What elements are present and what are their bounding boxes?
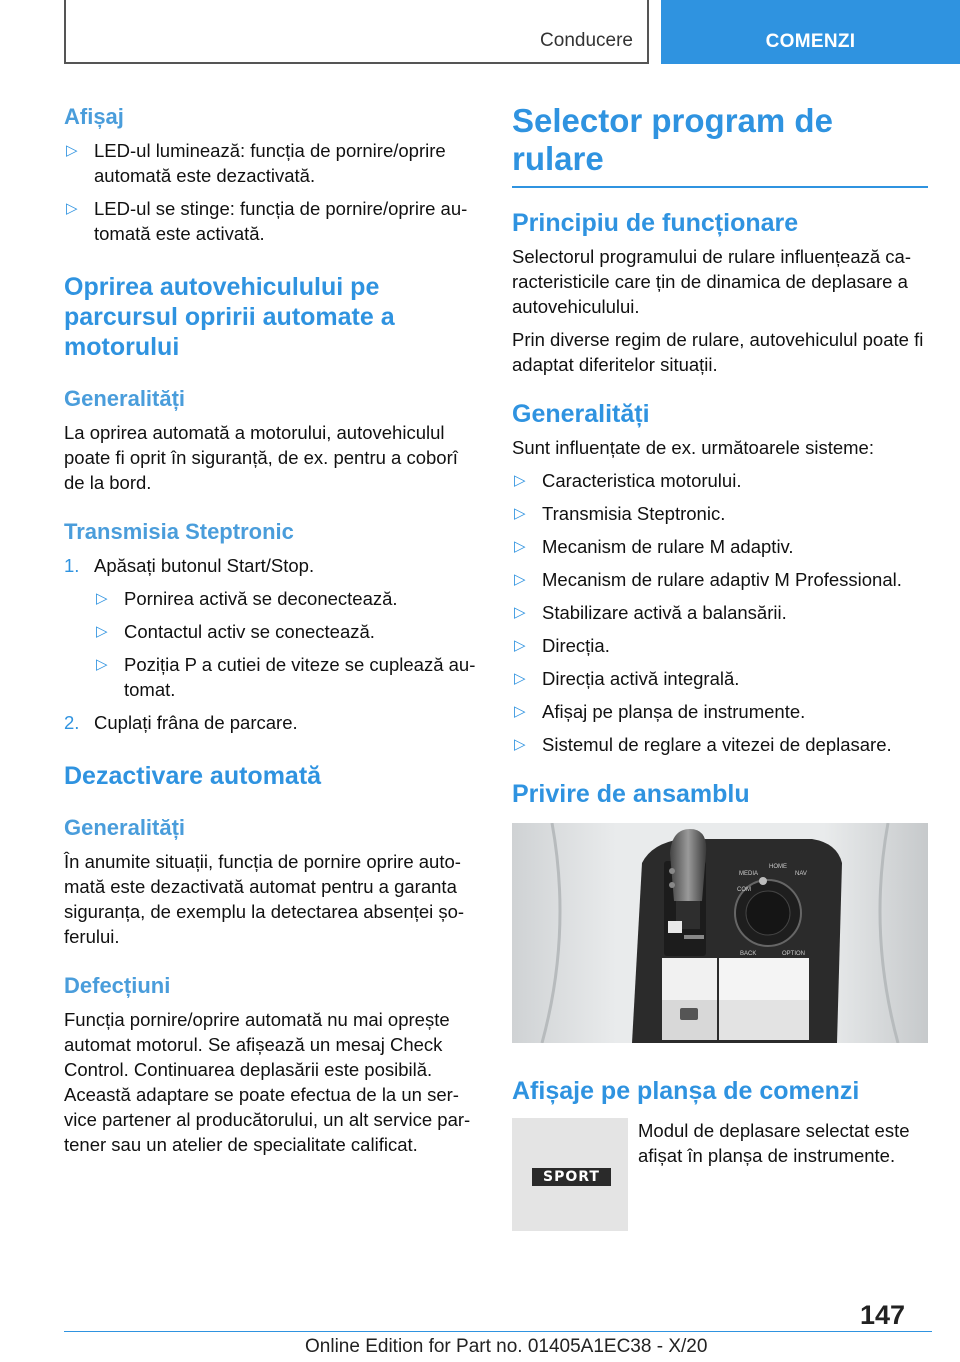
afisaj-list — [64, 138, 476, 246]
triangle-right-icon: ▷ — [66, 142, 78, 159]
sport-mode-badge: SPORT — [532, 1168, 611, 1186]
list-item: ▷ Mecanism de rulare M adaptiv. — [514, 536, 794, 557]
step-item — [64, 710, 476, 735]
afisaje-heading: Afișaje pe planșa de comenzi — [512, 1077, 860, 1105]
page-number: 147 — [860, 1300, 906, 1330]
step-sublist — [94, 586, 476, 702]
generalitati-intro: Sunt influențate de ex. următoarele sisteme: — [512, 437, 874, 458]
principiu-text-2: Prin diverse regim de rulare, autovehiculul poate fi adaptat diferitelor situații. — [512, 329, 924, 375]
triangle-right-icon: ▷ — [514, 472, 526, 489]
header-chapter-label: COMENZI — [765, 31, 856, 52]
list-item: ▷ Direcția activă integrală. — [514, 668, 740, 689]
triangle-right-icon: ▷ — [96, 590, 108, 607]
list-item: ▷ LED-ul se stinge: funcția de pornire/oprire automată este activată. — [66, 198, 468, 244]
console-label-back: BACK — [740, 951, 757, 957]
triangle-right-icon: ▷ — [66, 200, 78, 217]
triangle-right-icon: ▷ — [514, 670, 526, 687]
triangle-right-icon: ▷ — [514, 703, 526, 720]
selector-heading: Selector program de rulare — [512, 102, 928, 188]
cluster-display-image — [512, 1118, 628, 1231]
step-number: 1. — [64, 555, 80, 576]
oprirea-heading: Oprirea autovehiculului pe parcursul opririi automate a motorului — [64, 273, 395, 361]
triangle-right-icon: ▷ — [96, 656, 108, 673]
triangle-right-icon: ▷ — [514, 604, 526, 621]
dezactivare-generalitati-text: În anumite situații, funcția de pornire oprire automată este dezactivată automat pentru a garanta siguranța, de exemplu la detectarea absenței șoferului. — [64, 851, 465, 947]
console-label-home: HOME — [769, 864, 787, 870]
triangle-right-icon: ▷ — [514, 538, 526, 555]
systems-list — [512, 468, 928, 757]
step-item — [64, 553, 476, 702]
console-photo — [512, 823, 928, 1043]
oprirea-generalitati-heading: Generalități — [64, 386, 186, 411]
list-item: ▷ Poziția P a cutiei de viteze se cuplează automat. — [96, 654, 476, 700]
header-section-label: Conducere — [540, 30, 633, 51]
dezactivare-heading: Dezactivare automată — [64, 762, 322, 790]
step-text: Cuplați frâna de parcare. — [94, 712, 298, 733]
triangle-right-icon: ▷ — [514, 736, 526, 753]
footer-divider — [64, 1331, 932, 1332]
generalitati-heading: Generalități — [512, 400, 650, 428]
right-column — [512, 102, 928, 1231]
principiu-text-1: Selectorul programului de rulare influențează caracteristicile care țin de dinamica de deplasare a autovehiculului. — [512, 246, 912, 317]
console-label-com: COM — [737, 887, 751, 893]
principiu-heading: Principiu de funcționare — [512, 209, 799, 237]
header-section-tab — [64, 0, 649, 64]
list-item: ▷ Mecanism de rulare adaptiv M Professional. — [514, 569, 902, 590]
ansamblu-heading: Privire de ansamblu — [512, 780, 750, 808]
step-text: Apăsați butonul Start/Stop. — [94, 555, 315, 576]
afisaje-text: Modul de deplasare selectat este afișat în planșa de instrumente. — [638, 1120, 910, 1166]
list-item: ▷ Sistemul de reglare a vitezei de deplasare. — [514, 734, 892, 755]
console-label-option: OPTION — [782, 951, 806, 957]
dezactivare-generalitati-heading: Generalități — [64, 815, 186, 840]
step-number: 2. — [64, 712, 80, 733]
steptronic-steps — [64, 553, 476, 735]
triangle-right-icon: ▷ — [514, 571, 526, 588]
triangle-right-icon: ▷ — [514, 505, 526, 522]
left-column — [64, 96, 476, 1165]
defectiuni-heading: Defecțiuni — [64, 973, 171, 998]
list-item: ▷ Afișaj pe planșa de instrumente. — [514, 701, 806, 722]
console-label-media: MEDIA — [739, 871, 759, 877]
console-label-nav: NAV — [795, 871, 807, 877]
list-item: ▷ Stabilizare activă a balansării. — [514, 602, 787, 623]
list-item: ▷ Direcția. — [514, 635, 610, 656]
triangle-right-icon: ▷ — [96, 623, 108, 640]
triangle-right-icon: ▷ — [514, 637, 526, 654]
header-chapter-tab — [661, 0, 960, 64]
display-row — [512, 1118, 928, 1231]
steptronic-heading: Transmisia Steptronic — [64, 519, 294, 544]
defectiuni-text: Funcția pornire/oprire automată nu mai oprește automat motorul. Se afișează un mesaj Check Control. Continuarea deplasării este posibilă. Această adaptare se poate efectua de la un service partener al producătorului, un alt service partener sau un atelier de specialitate calificat. — [64, 1009, 471, 1155]
oprirea-generalitati-text: La oprirea automată a motorului, autovehiculul poate fi oprit în siguranță, de ex. pentru a coborî de la bord. — [64, 422, 458, 493]
list-item: ▷ Pornirea activă se deconectează. — [96, 588, 398, 609]
list-item: ▷ Contactul activ se conectează. — [96, 621, 375, 642]
list-item: ▷ LED-ul luminează: funcția de pornire/oprire automată este dezactivată. — [66, 140, 446, 186]
list-item: ▷ Transmisia Steptronic. — [514, 503, 726, 524]
footer-edition: Online Edition for Part no. 01405A1EC38 - X/20 — [305, 1336, 708, 1357]
list-item: ▷ Caracteristica motorului. — [514, 470, 742, 491]
afisaj-heading: Afișaj — [64, 104, 124, 129]
